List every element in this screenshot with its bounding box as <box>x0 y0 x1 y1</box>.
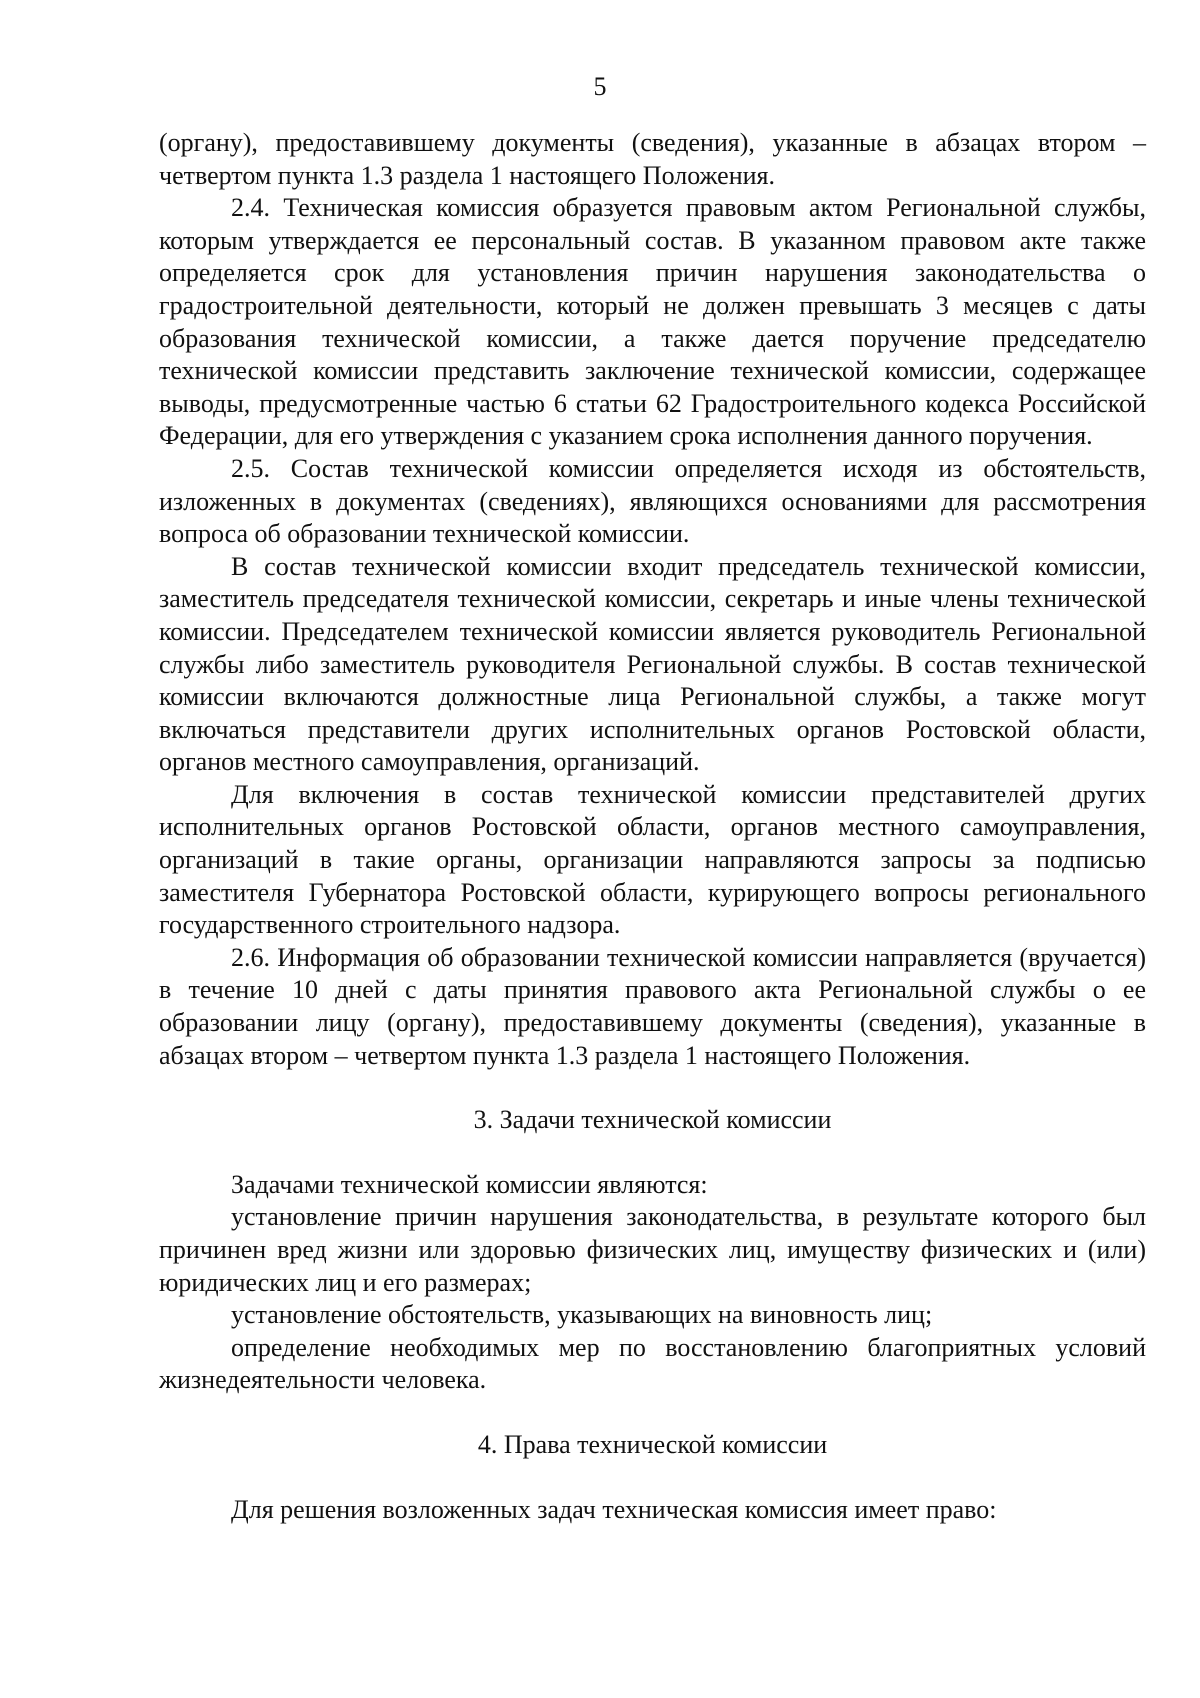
paragraph-2-5: 2.5. Состав технической комиссии определяется исходя из обстоятельств, изложенных в документах (сведениях), являющихся основаниями для рассмотрения вопроса об образовании технической комиссии. <box>159 453 1146 549</box>
paragraph-2-6: 2.6. Информация об образовании технической комиссии направляется (вручается) в течение 10 дней с даты принятия правового акта Региональной службы о ее образовании лицу (органу), предоставившему документы (сведения), указанные в абзацах втором – четвертом пункта 1.3 раздела 1 настоящего Положения. <box>159 942 1146 1070</box>
page-number: 5 <box>593 72 607 101</box>
paragraph-commission-composition: В состав технической комиссии входит председатель технической комиссии, заместитель председателя технической комиссии, секретарь и иные члены технической комиссии. Председателем технической комиссии является руководитель Региональной службы либо заместитель руководителя Региональной службы. В состав технической комиссии включаются должностные лица Региональной службы, а также могут включаться представители других исполнительных органов Ростовской области, органов местного самоуправления, организаций. <box>159 551 1146 777</box>
document-body <box>159 127 1146 1526</box>
section-3-task-3: определение необходимых мер по восстановлению благоприятных условий жизнедеятельности человека. <box>159 1332 1146 1395</box>
section-4-heading: 4. Права технической комиссии <box>477 1429 828 1459</box>
section-3-heading: 3. Задачи технической комиссии <box>473 1105 832 1135</box>
section-3-task-1: установление причин нарушения законодательства, в результате которого был причинен вред жизни или здоровью физических лиц, имуществу физических и (или) юридических лиц и его размерах; <box>159 1202 1146 1297</box>
paragraph: (органу), предоставившему документы (сведения), указанные в абзацах втором – четвертом пункта 1.3 раздела 1 настоящего Положения. <box>159 128 1146 190</box>
section-3-intro: Задачами технической комиссии являются: <box>231 1169 708 1199</box>
section-4-intro: Для решения возложенных задач техническая комиссия имеет право: <box>231 1494 997 1524</box>
paragraph-2-4: 2.4. Техническая комиссия образуется правовым актом Региональной службы, которым утверждается ее персональный состав. В указанном правовом акте также определяется срок для установления причин нарушения законодательства о градостроительной деятельности, который не должен превышать 3 месяцев с даты образования технической комиссии, а также дается поручение председателю технической комиссии представить заключение технической комиссии, содержащее выводы, предусмотренные частью 6 статьи 62 Градостроительного кодекса Российской Федерации, для его утверждения с указанием срока исполнения данного поручения. <box>159 193 1146 451</box>
paragraph-inclusion-requests: Для включения в состав технической комиссии представителей других исполнительных органов Ростовской области, органов местного самоуправления, организаций в такие органы, организации направляются запросы за подписью заместителя Губернатора Ростовской области, курирующего вопросы регионального государственного строительного надзора. <box>159 779 1146 940</box>
section-3-task-2: установление обстоятельств, указывающих на виновность лиц; <box>231 1300 933 1330</box>
